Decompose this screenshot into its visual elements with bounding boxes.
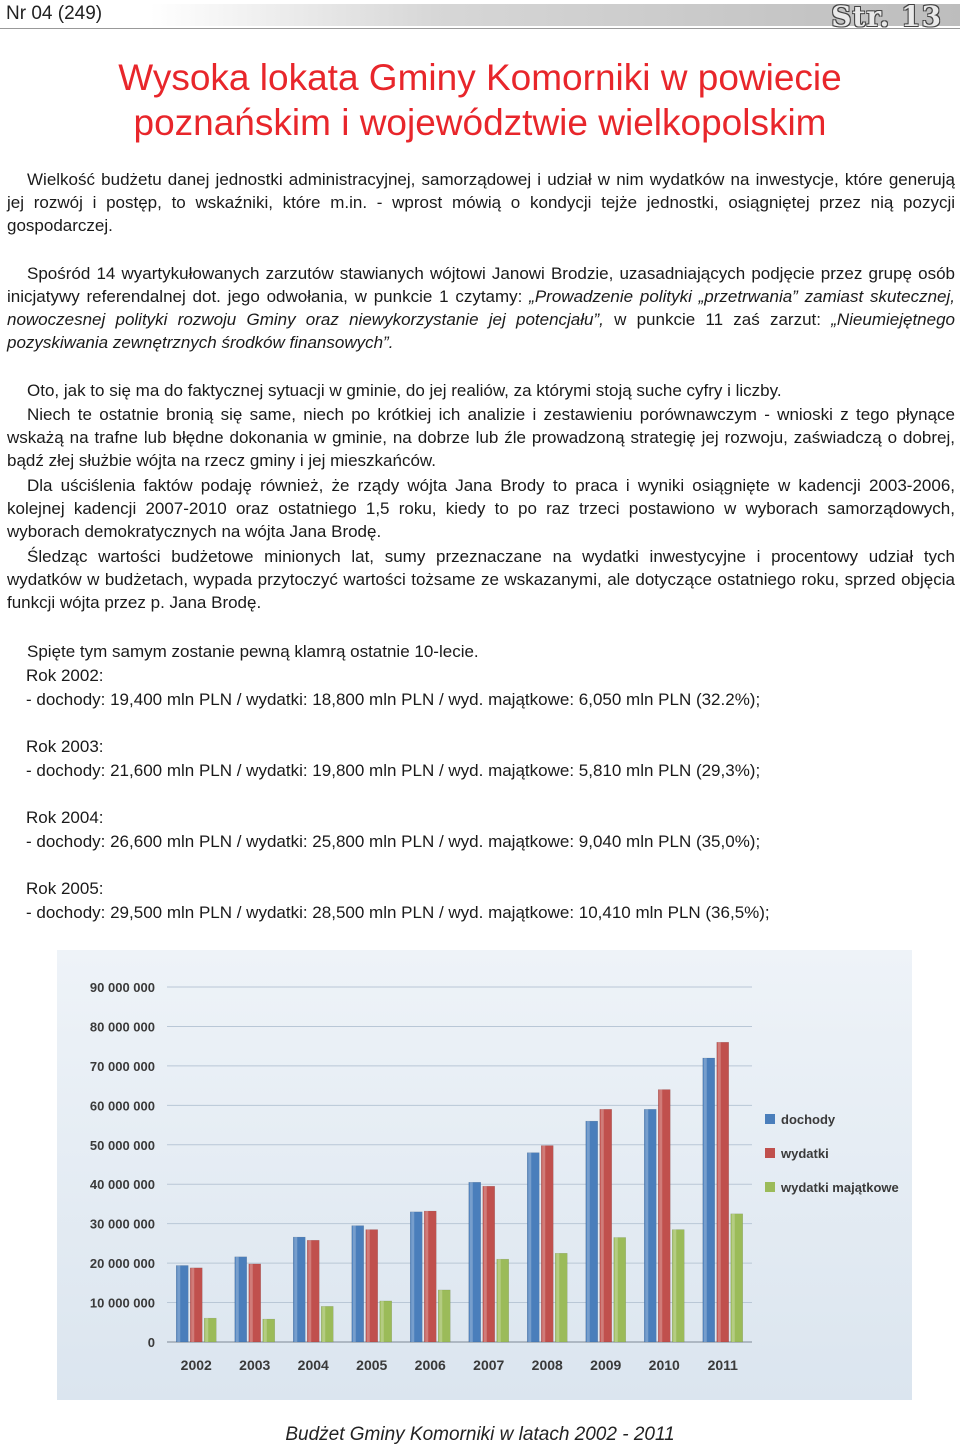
legend-label: wydatki (781, 1146, 829, 1161)
bar-highlight (367, 1230, 370, 1342)
bar-highlight (381, 1301, 384, 1342)
bar-highlight (587, 1121, 590, 1342)
bar-highlight (308, 1240, 311, 1342)
bar-highlight (470, 1182, 473, 1342)
year-label: Rok 2005: (26, 879, 104, 898)
legend-label: dochody (781, 1112, 836, 1127)
legend-label: wydatki majątkowe (781, 1180, 899, 1195)
paragraph-analysis: Niech te ostatnie bronią się same, niech po krótkiej ich analizie i zestawieniu porównawczym - wnioski z tego płynące wskażą na trafne lub błędne dokonania w gminie, na dobrze lub źle prowadzoną strategię jej rozwoju, zaświadczą o dobrej, bądź złej służbie wójta na rzecz gminy i jej mieszkańców. (7, 405, 955, 470)
paragraph-decade: Spięte tym samym zostanie pewną klamrą ostatnie 10-lecie. (27, 642, 479, 661)
intro-paragraph: Wielkość budżetu danej jednostki administracyjnej, samorządowej i udział w nim wydatków na inwestycje, które generują jej rozwój i postęp, to wskaźniki, które m.in. - wprost mówią o kondycji tejże jednostki, osiągniętej przez nią pozycji gospodarczej. (7, 170, 955, 235)
y-tick-label: 60 000 000 (89, 1098, 155, 1114)
chart-caption: Budżet Gminy Komorniki w latach 2002 - 2011 (285, 1424, 675, 1445)
bar-highlight (294, 1237, 297, 1342)
article-title (0, 55, 960, 145)
x-tick-label: 2002 (180, 1357, 212, 1373)
page-header (0, 0, 960, 32)
bar-highlight (659, 1090, 662, 1342)
article-title-line1: Wysoka lokata Gminy Komorniki w powiecie (118, 57, 842, 98)
bar-highlight (191, 1268, 194, 1342)
bar-highlight (322, 1306, 325, 1342)
bar-highlight (615, 1237, 618, 1342)
x-tick-label: 2010 (648, 1357, 680, 1373)
year-figures: - dochody: 19,400 mln PLN / wydatki: 18,800 mln PLN / wyd. majątkowe: 6,050 mln PLN (32.2%); (26, 690, 761, 709)
y-tick-label: 10 000 000 (89, 1295, 155, 1311)
bar-highlight (498, 1259, 501, 1342)
budget-chart (57, 950, 912, 1400)
y-tick-label: 30 000 000 (89, 1216, 155, 1232)
x-tick-label: 2005 (356, 1357, 388, 1373)
quote-point-1: „Prowadzenie polityki „przetrwania” zamiast skutecznej, nowoczesnej polityki rozwoju Gminy oraz niewykorzystanie jej potencjału”, (7, 287, 956, 329)
paragraph-charges (7, 262, 955, 354)
bar-highlight (439, 1290, 442, 1342)
year-figures: - dochody: 26,600 mln PLN / wydatki: 25,800 mln PLN / wyd. majątkowe: 9,040 mln PLN (35,0%); (26, 832, 761, 851)
x-tick-label: 2008 (531, 1357, 563, 1373)
x-tick-label: 2009 (590, 1357, 622, 1373)
page-number: Str. 13 (831, 0, 942, 33)
x-tick-label: 2004 (297, 1357, 329, 1373)
bar-highlight (264, 1319, 267, 1342)
paragraph-reality: Oto, jak to się ma do faktycznej sytuacji w gminie, do jej realiów, za którymi stoją suche cyfry i liczby. (27, 381, 782, 400)
y-tick-label: 20 000 000 (89, 1256, 155, 1272)
x-tick-label: 2011 (707, 1357, 738, 1373)
bar-highlight (528, 1153, 531, 1342)
paragraph-terms: Dla uściślenia faktów podaję również, że rządy wójta Jana Brody to praca i wyniki osiągnięte w kadencji 2003-2006, kolejnej kadencji 2007-2010 oraz ostatniego 1,5 roku, kiedy to po raz trzeci postawiono w wyborach samorządowych, wyborach demokratycznych na wójta Jana Brodę. (7, 476, 955, 541)
bar-highlight (542, 1146, 545, 1342)
y-tick-label: 40 000 000 (89, 1177, 155, 1193)
y-tick-label: 50 000 000 (89, 1137, 155, 1153)
bar-highlight (484, 1186, 487, 1342)
header-divider (0, 28, 960, 29)
bar-highlight (425, 1211, 428, 1342)
legend-swatch (765, 1114, 775, 1124)
bar-highlight (673, 1230, 676, 1342)
x-tick-label: 2007 (473, 1357, 505, 1373)
year-label: Rok 2002: (26, 666, 104, 685)
year-label: Rok 2004: (26, 808, 104, 827)
bar-highlight (250, 1264, 253, 1342)
bar-highlight (718, 1042, 721, 1342)
y-tick-label: 70 000 000 (89, 1058, 155, 1074)
paragraph-budget-values: Śledząc wartości budżetowe minionych lat, sumy przeznaczane na wydatki inwestycyjne i procentowy udział tych wydatków w budżetach, wypada przytoczyć wartości tożsame ze wskazanymi, ale dotyczące ostatniego roku, sprzed objęcia funkcji wójta przez p. Jana Brodę. (7, 547, 955, 612)
bar-highlight (645, 1109, 648, 1342)
bar-highlight (177, 1265, 180, 1342)
bar-highlight (236, 1257, 239, 1342)
bar-highlight (704, 1058, 707, 1342)
paragraph-charges-mid: w punkcie 11 zaś zarzut: (603, 310, 832, 329)
bar-highlight (205, 1318, 208, 1342)
bar-highlight (556, 1253, 559, 1342)
paragraph-charges-start: Spośród 14 wyartykułowanych zarzutów stawianych wójtowi Janowi Brodzie, uzasadniających podjęcie przez grupę osób inicjatywy referendalnej dot. jego odwołania, w punkcie 1 czytamy: (7, 264, 955, 306)
quote-point-11: „Nieumiejętnego pozyskiwania zewnętrznych środków finansowych”. (7, 310, 955, 352)
bar-highlight (411, 1212, 414, 1342)
legend-swatch (765, 1148, 775, 1158)
y-tick-label: 80 000 000 (89, 1019, 155, 1035)
legend-swatch (765, 1182, 775, 1192)
x-tick-label: 2003 (239, 1357, 271, 1373)
issue-number: Nr 04 (249) (6, 3, 103, 24)
bar-highlight (601, 1109, 604, 1342)
bar-highlight (732, 1214, 735, 1342)
x-tick-label: 2006 (414, 1357, 446, 1373)
budget-chart-svg (57, 950, 912, 1400)
bar-highlight (353, 1226, 356, 1342)
y-tick-label: 0 (147, 1335, 155, 1350)
year-label: Rok 2003: (26, 737, 104, 756)
year-figures: - dochody: 21,600 mln PLN / wydatki: 19,800 mln PLN / wyd. majątkowe: 5,810 mln PLN (29,3%); (26, 761, 761, 780)
year-figures: - dochody: 29,500 mln PLN / wydatki: 28,500 mln PLN / wyd. majątkowe: 10,410 mln PLN (36,5%); (26, 903, 770, 922)
article-title-line2: poznańskim i województwie wielkopolskim (133, 102, 827, 143)
y-tick-label: 90 000 000 (89, 980, 155, 995)
